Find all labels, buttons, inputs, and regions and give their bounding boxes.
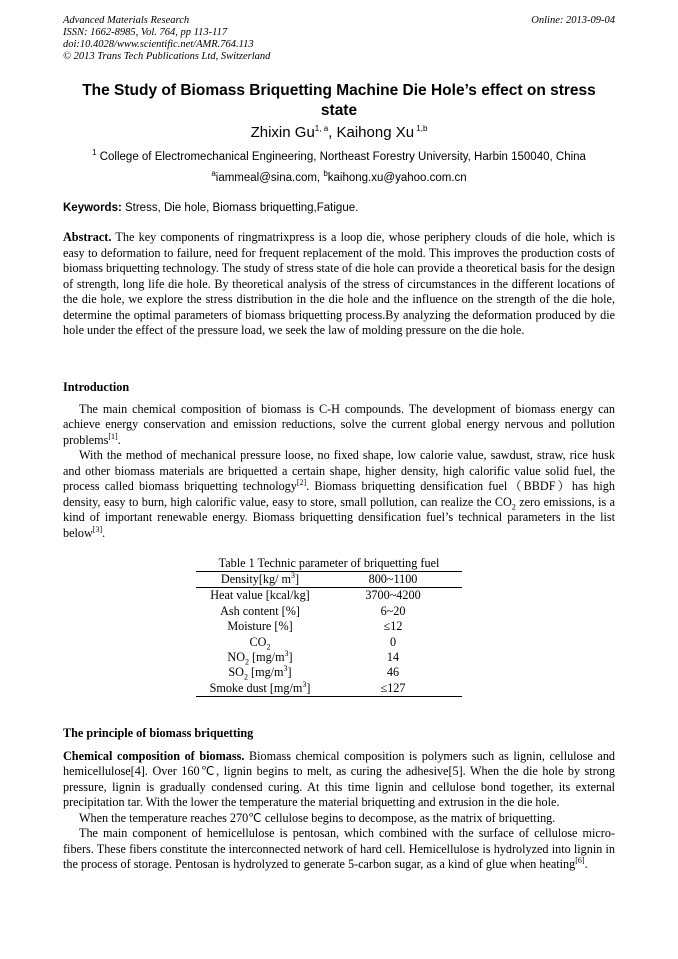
online-date: Online: 2013-09-04 — [531, 15, 615, 26]
table-cell: 46 — [386, 665, 400, 680]
citation: [6] — [575, 855, 585, 865]
principle-section — [63, 726, 615, 873]
abstract-text: The key components of ringmatrixpress is a loop die, whose periphery clouds of die hole, which is easy to deformation to failure, need for frequent replacement of the mold. This improves the production costs of biomass briquetting technology. The study of stress state of die hole can provide a theoretical basis for the design of strength, long life die hole. By theoretical analysis of the stress of circumstances in the different locations of the die hole, we explore the stress distribution in the die hole and the influence on the strength of the die hole, determine the optimal parameters of biomass briquetting process.By analyzing the deformation produced by die hole under the effect of the pressure load, we seek the law of molding pressure on the die hole. — [63, 230, 615, 337]
paragraph-text: The main chemical composition of biomass is C-H compounds. The development of biomass energy can achieve energy conservation and emission reductions, solve the current global energy nervous and pollution problems — [63, 401, 615, 447]
author-name: Zhixin Gu — [250, 124, 315, 141]
table-cell: 800~1100 — [368, 572, 418, 586]
email-address: kaihong.xu@yahoo.com.cn — [327, 172, 467, 184]
author-separator: , — [328, 124, 337, 141]
table-row — [196, 681, 462, 697]
table-row — [196, 635, 462, 650]
table-cell: 14 — [386, 650, 400, 665]
table-caption: Table 1 Technic parameter of briquetting fuel — [218, 556, 440, 570]
citation: [2] — [296, 477, 307, 487]
table-1 — [196, 556, 462, 697]
table-cell: Moisture [%] — [227, 619, 293, 634]
paragraph — [63, 826, 615, 873]
paragraph-end: . — [584, 857, 588, 871]
table-row — [196, 650, 462, 665]
author-name: Kaihong Xu — [336, 124, 415, 141]
citation: [1] — [108, 431, 118, 441]
paragraph-text: Biomass chemical composition is polymers such as lignin, cellulose and hemicellulose[4]. Over 160℃, lignin begins to melt, as curing the adhesive[5]. When the die hole by strong pressure, lignin is gradually condensed curing. At this time lignin and cellulose bond together, its external precipitation tar. With the lower the temperature the material briquetting and extrusion in the die hole. — [63, 748, 616, 809]
table-row — [196, 619, 462, 634]
parameter-table — [196, 571, 462, 697]
abstract-label: Abstract. — [63, 230, 112, 244]
affiliation-mark: 1 — [92, 148, 97, 158]
paragraph: When the temperature reaches 270℃ cellulose begins to decompose, as the matrix of briquetting. — [79, 810, 556, 825]
paragraph-end: . — [102, 525, 106, 540]
author-line — [63, 124, 615, 141]
table-cell: 6~20 — [380, 603, 406, 618]
table-row — [196, 665, 462, 680]
introduction-heading: Introduction — [63, 380, 130, 394]
table-cell: $SO_2$ $[mg/m^3]$ — [228, 664, 292, 682]
email-mark: a — [211, 169, 216, 179]
paragraph — [63, 749, 615, 811]
table-cell: Density[kg/ $m^3$] — [220, 570, 300, 586]
table-cell: $NO_2$ $[mg/m^3]$ — [227, 648, 293, 667]
paragraph-text: The main component of hemicellulose is pentosan, which combined with the surface of cellulose micro-fibers. These fibers constitute the interconnected network of hard cell. Hemicellulose is hydrolyzed into lignin in the process of storage. Pentosan is hydrolyzed to generate 5-carbon sugar, as a kind of glue when heating — [63, 826, 615, 871]
table-cell: 3700~4200 — [365, 588, 421, 603]
table-cell: 0 — [389, 634, 397, 649]
subscript: 2 — [511, 501, 516, 511]
table-cell: Heat value [kcal/kg] — [210, 588, 310, 603]
journal-name: Advanced Materials Research — [63, 15, 190, 26]
paragraph-end: . — [117, 432, 121, 447]
author-affil-mark: 1,b — [414, 124, 428, 133]
table-row — [196, 588, 462, 604]
journal-header — [63, 15, 270, 63]
table-row — [196, 604, 462, 619]
affiliation — [63, 148, 615, 163]
email-line — [63, 169, 615, 184]
paragraph-text: With the method of mechanical pressure loose, no fixed shape, low calorie value, sawdust, straw, rice husk and other biomass materials are briquetted a certain shape, higher density, high calorific value solid fuel, the process called biomass briquetting technology — [63, 448, 615, 493]
paragraph-text: zero emissions, is a kind of important renewable energy. Biomass briquetting densification fuel’s technical parameters in the list below — [63, 494, 615, 540]
paper-title: The Study of Biomass Briquetting Machine Die Hole’s effect on stress state — [82, 82, 596, 119]
table-header-row — [196, 572, 462, 588]
doi-line: doi:10.4028/www.scientific.net/AMR.764.113 — [63, 39, 254, 50]
citation: [3] — [92, 524, 103, 534]
paragraph-text: . Biomass briquetting densification fuel（BBDF）has high density, easy to burn, high calorific value, easy to store, small pollution, can realize the CO — [63, 479, 615, 509]
copyright-line: © 2013 Trans Tech Publications Ltd, Switzerland — [63, 51, 271, 62]
issn-line: ISSN: 1662-8985, Vol. 764, pp 113-117 — [63, 27, 228, 38]
keywords-text: Stress, Die hole, Biomass briquetting,Fatigue. — [121, 202, 359, 214]
table-cell: ≤127 — [380, 680, 406, 695]
principle-heading: The principle of biomass briquetting — [63, 726, 254, 740]
keywords — [63, 202, 615, 214]
author-affil-mark: 1, a — [314, 124, 329, 133]
introduction-section — [63, 380, 615, 541]
table-cell: Smoke dust $[mg/m^3]$ — [209, 679, 311, 695]
table-cell: $CO_2$ — [249, 634, 271, 652]
table-cell: ≤12 — [383, 619, 403, 634]
table-cell: Ash content [%] — [220, 603, 300, 618]
keywords-label: Keywords: — [63, 202, 122, 214]
email-address: iammeal@sina.com, — [215, 172, 324, 184]
subsection-label: Chemical composition of biomass. — [63, 748, 245, 763]
paragraph — [63, 448, 615, 541]
email-mark: b — [323, 169, 328, 179]
affiliation-text: College of Electromechanical Engineering, Northeast Forestry University, Harbin 150040, China — [96, 151, 586, 163]
abstract — [63, 230, 615, 339]
paragraph — [63, 402, 615, 449]
